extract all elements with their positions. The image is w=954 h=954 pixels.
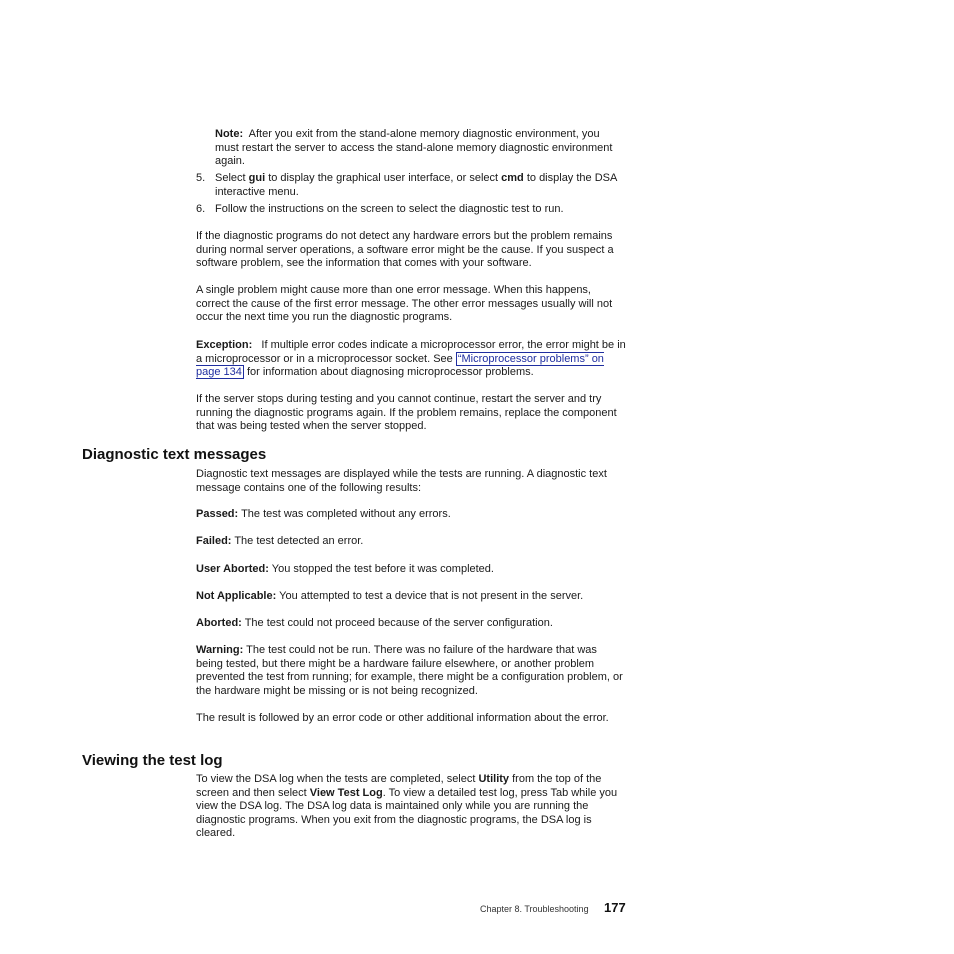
paragraph-view-dsa-log: To view the DSA log when the tests are completed, select Utility from the top of the screen and then select View Test Log. To view a detailed test log, press Tab while you view the DSA log. The DSA log data is maintained only while you are running the diagnostic programs. When you exit from the diagnostic programs, the DSA log is cleared.: [196, 773, 618, 840]
page-number: 177: [604, 900, 626, 915]
note-text: After you exit from the stand-alone memory diagnostic environment, you must restart the server to access the stand-alone memory diagnostic environment again.: [215, 128, 613, 168]
result-not-applicable: Not Applicable: You attempted to test a device that is not present in the server.: [196, 590, 584, 602]
result-failed: Failed: The test detected an error.: [196, 535, 364, 547]
paragraph-multiple-errors: A single problem might cause more than one error message. When this happens, correct the cause of the first error message. The other error messages usually will not occur the next time you run the diagnostic programs.: [196, 284, 613, 324]
result-aborted: Aborted: The test could not proceed because of the server configuration.: [196, 617, 553, 629]
heading-diagnostic-text-messages: Diagnostic text messages: [82, 446, 267, 463]
chapter-label: Chapter 8. Troubleshooting: [480, 904, 589, 914]
note-paragraph: [215, 128, 625, 169]
paragraph-server-stops: If the server stops during testing and you cannot continue, restart the server and try running the diagnostic programs again. If the problem remains, replace the component that was being tested when the server stopped.: [196, 393, 617, 433]
note-label: Note:: [215, 128, 244, 140]
exception-label: Exception:: [196, 339, 253, 351]
heading-viewing-test-log: Viewing the test log: [82, 752, 223, 769]
step-text: Select gui to display the graphical user interface, or select cmd to display the DSA interactive menu.: [215, 172, 617, 198]
step-number: 5.: [196, 172, 206, 184]
exception-paragraph: Exception: If multiple error codes indicate a microprocessor error, the error might be in a microprocessor or in a microprocessor socket. See “Microprocessor problems” on page 134 for information about diagnosing microprocessor problems.: [196, 339, 626, 379]
microprocessor-problems-link[interactable]: “Microprocessor problems” on page 134: [196, 352, 604, 379]
gui-keyword: gui: [248, 172, 266, 184]
result-passed: Passed: The test was completed without any errors.: [196, 508, 451, 520]
step-number: 6.: [196, 203, 206, 215]
result-user-aborted: User Aborted: You stopped the test before it was completed.: [196, 563, 494, 575]
cmd-keyword: cmd: [501, 172, 524, 184]
paragraph-software-error: If the diagnostic programs do not detect any hardware errors but the problem remains during normal server operations, a software error might be the cause. If you suspect a software problem, see the information that comes with your software.: [196, 230, 614, 270]
paragraph-result-followed: The result is followed by an error code or other additional information about the error.: [196, 712, 609, 724]
paragraph-intro: Diagnostic text messages are displayed while the tests are running. A diagnostic text message contains one of the following results:: [196, 468, 607, 494]
step-text: Follow the instructions on the screen to select the diagnostic test to run.: [215, 203, 564, 215]
result-warning: Warning: The test could not be run. There was no failure of the hardware that was being tested, but there might be a hardware failure elsewhere, or another problem prevented the test from running; for example, there might be a configuration problem, or the hardware might be missing or is not being recognized.: [196, 644, 623, 697]
view-test-log-keyword: View Test Log: [309, 786, 383, 799]
page-footer: [480, 900, 625, 916]
utility-keyword: Utility: [478, 773, 510, 785]
